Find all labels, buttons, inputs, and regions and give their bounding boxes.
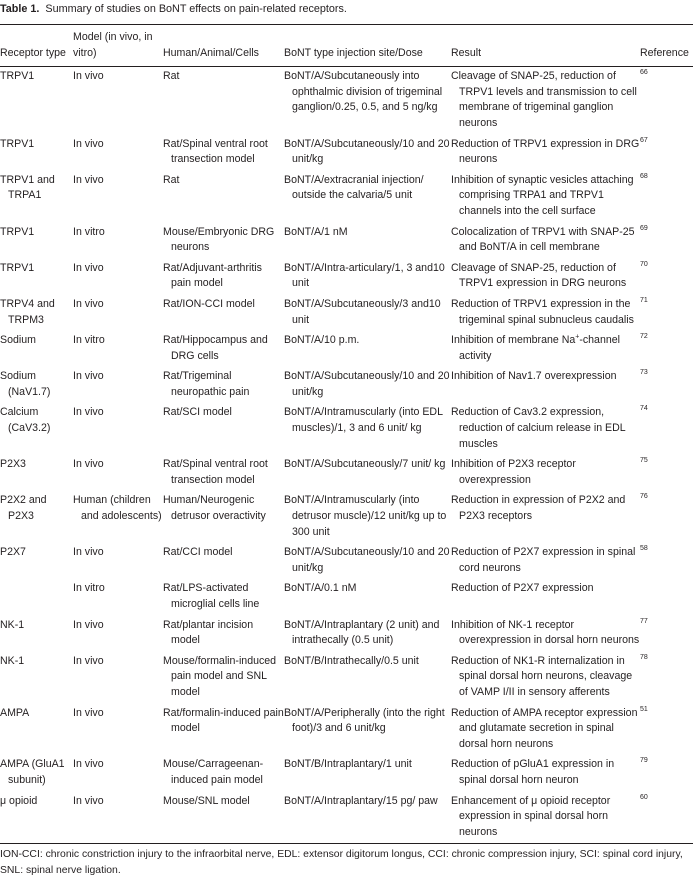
receptor-cell [0, 491, 73, 543]
cell-text: Sodium [0, 334, 36, 347]
reference-cell: 73 [640, 369, 648, 377]
table-row [0, 543, 693, 579]
cell-text: Human (children and adolescents) [73, 494, 162, 523]
cell-text: BoNT/A/Intraplantary (2 unit) and intrathecally (0.5 unit) [284, 618, 440, 647]
model-cell [73, 755, 163, 791]
cell-text: TRPV1 [0, 225, 35, 238]
table-row [0, 295, 693, 331]
reference-cell: 75 [640, 457, 648, 465]
table-row [0, 455, 693, 491]
dose-cell [284, 295, 451, 331]
result-cell [451, 792, 640, 844]
reference-cell: 68 [640, 172, 648, 180]
cell-text: Reduction in expression of P2X2 and P2X3 receptors [451, 494, 626, 523]
receptor-cell [0, 755, 73, 791]
receptor-studies-table [0, 24, 693, 844]
dose-cell [284, 755, 451, 791]
model-cell [73, 295, 163, 331]
reference-cell: 77 [640, 617, 648, 625]
subject-cell [163, 755, 284, 791]
model-cell [73, 403, 163, 455]
cell-text: In vitro [73, 582, 105, 595]
cell-text: Reduction of Cav3.2 expression, reduction of calcium release in EDL muscles [451, 406, 626, 450]
subject-cell [163, 792, 284, 844]
receptor-cell [0, 367, 73, 403]
dose-cell [284, 491, 451, 543]
table-row [0, 579, 693, 615]
cell-text: BoNT/A/Intra-articulary/1, 3 and10 unit [284, 261, 445, 290]
caption-label: Table 1. [0, 3, 40, 15]
reference-cell [640, 579, 693, 615]
cell-text: Inhibition of NK-1 receptor overexpression in dorsal horn neurons [451, 618, 640, 647]
receptor-cell [0, 543, 73, 579]
table-row [0, 67, 693, 135]
cell-text: Rat/Hippocampus and DRG cells [163, 334, 268, 362]
result-cell [451, 171, 640, 223]
dose-cell [284, 331, 451, 367]
result-cell [451, 652, 640, 704]
reference-cell: 69 [640, 224, 648, 232]
dose-cell [284, 67, 451, 135]
cell-text: BoNT/A/Peripherally (into the right foot)/3 and 6 unit/kg [284, 706, 445, 735]
receptor-cell [0, 259, 73, 295]
subject-cell [163, 367, 284, 403]
cell-text: TRPV1 [0, 137, 35, 150]
receptor-cell [0, 792, 73, 844]
dose-cell [284, 455, 451, 491]
result-cell [451, 67, 640, 135]
subject-cell [163, 331, 284, 367]
cell-text: Human/Neurogenic detrusor overactivity [163, 494, 266, 523]
cell-text: Rat/SCI model [163, 406, 232, 419]
cell-text: Cleavage of SNAP-25, reduction of TRPV1 expression in DRG neurons [451, 261, 627, 290]
cell-text: Rat [163, 173, 180, 186]
cell-text: BoNT/A/Intramuscularly (into EDL muscles)/1, 3 and 6 unit/ kg [284, 406, 443, 435]
result-cell [451, 491, 640, 543]
cell-text: P2X2 and P2X3 [0, 494, 47, 523]
table-row [0, 792, 693, 844]
cell-text: Rat/formalin-induced pain model [163, 706, 284, 735]
subject-cell [163, 135, 284, 171]
cell-text: Mouse/SNL model [163, 794, 250, 807]
reference-cell: 72 [640, 333, 648, 341]
subject-cell [163, 704, 284, 756]
model-cell [73, 579, 163, 615]
cell-text: TRPV1 [0, 261, 35, 274]
table-row [0, 135, 693, 171]
cell-text: BoNT/A/Intramuscularly (into detrusor muscle)/12 unit/kg up to 300 unit [284, 494, 447, 538]
cell-text: In vivo [73, 706, 104, 719]
table-row [0, 491, 693, 543]
receptor-cell [0, 652, 73, 704]
cell-text: Rat/Spinal ventral root transection model [163, 137, 268, 166]
model-cell [73, 792, 163, 844]
model-cell [73, 135, 163, 171]
result-cell [451, 455, 640, 491]
cell-text: Rat/ION-CCI model [163, 297, 255, 310]
dose-cell [284, 792, 451, 844]
cell-text: Rat/Adjuvant-arthritis pain model [163, 261, 262, 290]
cell-text: Rat/Trigeminal neuropathic pain [163, 370, 250, 398]
cell-text: In vivo [73, 137, 104, 150]
cell-text: Rat/plantar incision model [163, 618, 254, 647]
cell-text: In vivo [73, 654, 104, 667]
dose-cell [284, 403, 451, 455]
table-row [0, 171, 693, 223]
dose-cell [284, 171, 451, 223]
table-footnote: ION-CCI: chronic constriction injury to the infraorbital nerve, EDL: extensor digitorum longus, CCI: chronic compression injury, SCI: spinal cord injury, SNL: spinal nerve ligation. [0, 849, 683, 876]
table-row [0, 403, 693, 455]
cell-text: BoNT/A/0.1 nM [284, 582, 357, 595]
receptor-cell [0, 135, 73, 171]
table-row [0, 331, 693, 367]
cell-text: Enhancement of μ opioid receptor expression in spinal dorsal horn neurons [451, 794, 611, 838]
result-cell [451, 403, 640, 455]
subject-cell [163, 223, 284, 259]
cell-text: In vivo [73, 70, 104, 83]
model-cell [73, 455, 163, 491]
cell-text: Reduction of AMPA receptor expression and glutamate secretion in spinal dorsal horn neurons [451, 706, 638, 750]
cell-text: BoNT/A/Subcutaneously/10 and 20 unit/kg [284, 137, 450, 166]
subject-cell [163, 491, 284, 543]
receptor-cell [0, 704, 73, 756]
table-row [0, 652, 693, 704]
table-caption [0, 2, 693, 24]
cell-text: Rat/Spinal ventral root transection model [163, 458, 268, 486]
dose-cell [284, 616, 451, 652]
model-cell [73, 367, 163, 403]
column-header: Receptor type [0, 46, 66, 59]
cell-text: Inhibition of synaptic vesicles attaching comprising TRPA1 and TRPV1 channels into the cell surface [451, 173, 634, 217]
cell-text: In vivo [73, 173, 104, 186]
subject-cell [163, 579, 284, 615]
reference-cell: 79 [640, 757, 648, 765]
model-cell [73, 704, 163, 756]
dose-cell [284, 135, 451, 171]
table-row [0, 223, 693, 259]
cell-text: BoNT/A/Intraplantary/15 pg/ paw [284, 794, 438, 807]
cell-text: In vivo [73, 261, 104, 274]
cell-text: Reduction of P2X7 expression [451, 582, 594, 595]
table-header-row [0, 25, 693, 67]
result-cell [451, 367, 640, 403]
column-header: Model (in vivo, in vitro) [73, 31, 153, 59]
column-header: Reference [640, 46, 689, 59]
cell-text: P2X3 [0, 458, 26, 471]
model-cell [73, 171, 163, 223]
model-cell [73, 67, 163, 135]
receptor-cell [0, 331, 73, 367]
model-cell [73, 223, 163, 259]
cell-text: μ opioid [0, 794, 38, 807]
reference-cell: 67 [640, 136, 648, 144]
result-cell [451, 579, 640, 615]
result-cell [451, 295, 640, 331]
table-row [0, 704, 693, 756]
cell-text: Inhibition of P2X3 receptor overexpression [451, 458, 576, 486]
cell-text: BoNT/A/Subcutaneously/3 and10 unit [284, 297, 441, 326]
column-header: BoNT type injection site/Dose [284, 46, 423, 59]
table-row [0, 755, 693, 791]
reference-cell: 66 [640, 69, 648, 77]
cell-text: Cleavage of SNAP-25, reduction of TRPV1 levels and transmission to cell membrane of trigeminal ganglion neurons [451, 70, 637, 129]
cell-text: BoNT/A/10 p.m. [284, 334, 360, 347]
cell-text: BoNT/A/Subcutaneously/7 unit/ kg [284, 458, 446, 471]
cell-text: Reduction of P2X7 expression in spinal cord neurons [451, 546, 636, 574]
result-cell [451, 331, 640, 367]
cell-text: In vitro [73, 225, 105, 238]
cell-text: NK-1 [0, 618, 25, 631]
cell-text: Reduction of TRPV1 expression in DRG neurons [451, 137, 640, 166]
cell-text: Calcium (CaV3.2) [0, 406, 51, 435]
receptor-cell [0, 579, 73, 615]
reference-cell: 70 [640, 260, 648, 268]
cell-text: BoNT/B/Intrathecally/0.5 unit [284, 654, 419, 667]
result-cell [451, 616, 640, 652]
model-cell [73, 491, 163, 543]
cell-text: BoNT/A/Subcutaneously into ophthalmic division of trigeminal ganglion/0.25, 0.5, and 5 ng/kg [284, 70, 443, 114]
cell-text: In vivo [73, 618, 104, 631]
cell-text: TRPV1 [0, 70, 35, 83]
subject-cell [163, 455, 284, 491]
dose-cell [284, 223, 451, 259]
cell-text: Mouse/formalin-induced pain model and SNL model [163, 654, 277, 698]
cell-text: AMPA [0, 706, 30, 719]
dose-cell [284, 259, 451, 295]
subject-cell [163, 616, 284, 652]
result-cell [451, 223, 640, 259]
cell-text: BoNT/A/1 nM [284, 225, 348, 238]
cell-text: Colocalization of TRPV1 with SNAP-25 and BoNT/A in cell membrane [451, 225, 635, 254]
receptor-cell [0, 67, 73, 135]
cell-text: NK-1 [0, 654, 25, 667]
cell-text: In vivo [73, 546, 104, 559]
cell-text: BoNT/A/Subcutaneously/10 and 20 unit/kg [284, 546, 450, 574]
dose-cell [284, 367, 451, 403]
cell-text: In vivo [73, 758, 104, 771]
subject-cell [163, 67, 284, 135]
cell-text: Mouse/Carrageenan-induced pain model [163, 758, 264, 786]
model-cell [73, 331, 163, 367]
column-header: Result [451, 46, 482, 59]
reference-cell: 60 [640, 793, 648, 801]
subject-cell [163, 403, 284, 455]
dose-cell [284, 652, 451, 704]
subject-cell [163, 652, 284, 704]
cell-text: In vivo [73, 297, 104, 310]
subject-cell [163, 295, 284, 331]
reference-cell: 51 [640, 705, 648, 713]
cell-text: In vivo [73, 458, 104, 471]
model-cell [73, 259, 163, 295]
receptor-cell [0, 455, 73, 491]
cell-text: P2X7 [0, 546, 26, 559]
reference-cell: 78 [640, 653, 648, 661]
result-cell [451, 704, 640, 756]
reference-cell: 76 [640, 493, 648, 501]
cell-text: Rat [163, 70, 180, 83]
result-cell [451, 755, 640, 791]
table-row [0, 616, 693, 652]
cell-text: Sodium (NaV1.7) [0, 370, 51, 398]
dose-cell [284, 704, 451, 756]
receptor-cell [0, 616, 73, 652]
model-cell [73, 652, 163, 704]
cell-text: In vivo [73, 370, 104, 383]
reference-cell: 74 [640, 405, 648, 413]
result-cell [451, 259, 640, 295]
cell-text: AMPA (GluA1 subunit) [0, 758, 65, 786]
column-header: Human/Animal/Cells [163, 46, 259, 59]
cell-text: In vivo [73, 794, 104, 807]
cell-text: BoNT/B/Intraplantary/1 unit [284, 758, 412, 771]
reference-cell: 71 [640, 296, 648, 304]
cell-text: In vitro [73, 334, 105, 347]
cell-text: Rat/LPS-activated microglial cells line [163, 582, 260, 610]
model-cell [73, 543, 163, 579]
cell-text: BoNT/A/extracranial injection/ outside the calvaria/5 unit [284, 173, 424, 202]
cell-text: Mouse/Embryonic DRG neurons [163, 225, 275, 254]
cell-text: Inhibition of membrane Na+-channel activity [451, 333, 620, 362]
result-cell [451, 543, 640, 579]
result-cell [451, 135, 640, 171]
table-row [0, 259, 693, 295]
receptor-cell [0, 223, 73, 259]
reference-cell: 58 [640, 545, 648, 553]
cell-text: In vivo [73, 406, 104, 419]
receptor-cell [0, 403, 73, 455]
cell-text: Rat/CCI model [163, 546, 233, 559]
cell-text: Reduction of pGluA1 expression in spinal dorsal horn neuron [451, 758, 615, 786]
model-cell [73, 616, 163, 652]
cell-text: TRPV1 and TRPA1 [0, 173, 55, 202]
cell-text: Reduction of NK1-R internalization in spinal dorsal horn neurons, cleavage of VAMP I/II in sensory afferents [451, 654, 633, 698]
subject-cell [163, 171, 284, 223]
caption-text: Summary of studies on BoNT effects on pain-related receptors. [45, 3, 347, 15]
subject-cell [163, 543, 284, 579]
cell-text: TRPV4 and TRPM3 [0, 297, 55, 326]
receptor-cell [0, 171, 73, 223]
receptor-cell [0, 295, 73, 331]
subject-cell [163, 259, 284, 295]
table-row [0, 367, 693, 403]
dose-cell [284, 579, 451, 615]
dose-cell [284, 543, 451, 579]
cell-text: Inhibition of Nav1.7 overexpression [451, 370, 617, 383]
cell-text: BoNT/A/Subcutaneously/10 and 20 unit/kg [284, 370, 450, 398]
cell-text: Reduction of TRPV1 expression in the trigeminal spinal subnucleus caudalis [451, 297, 634, 326]
